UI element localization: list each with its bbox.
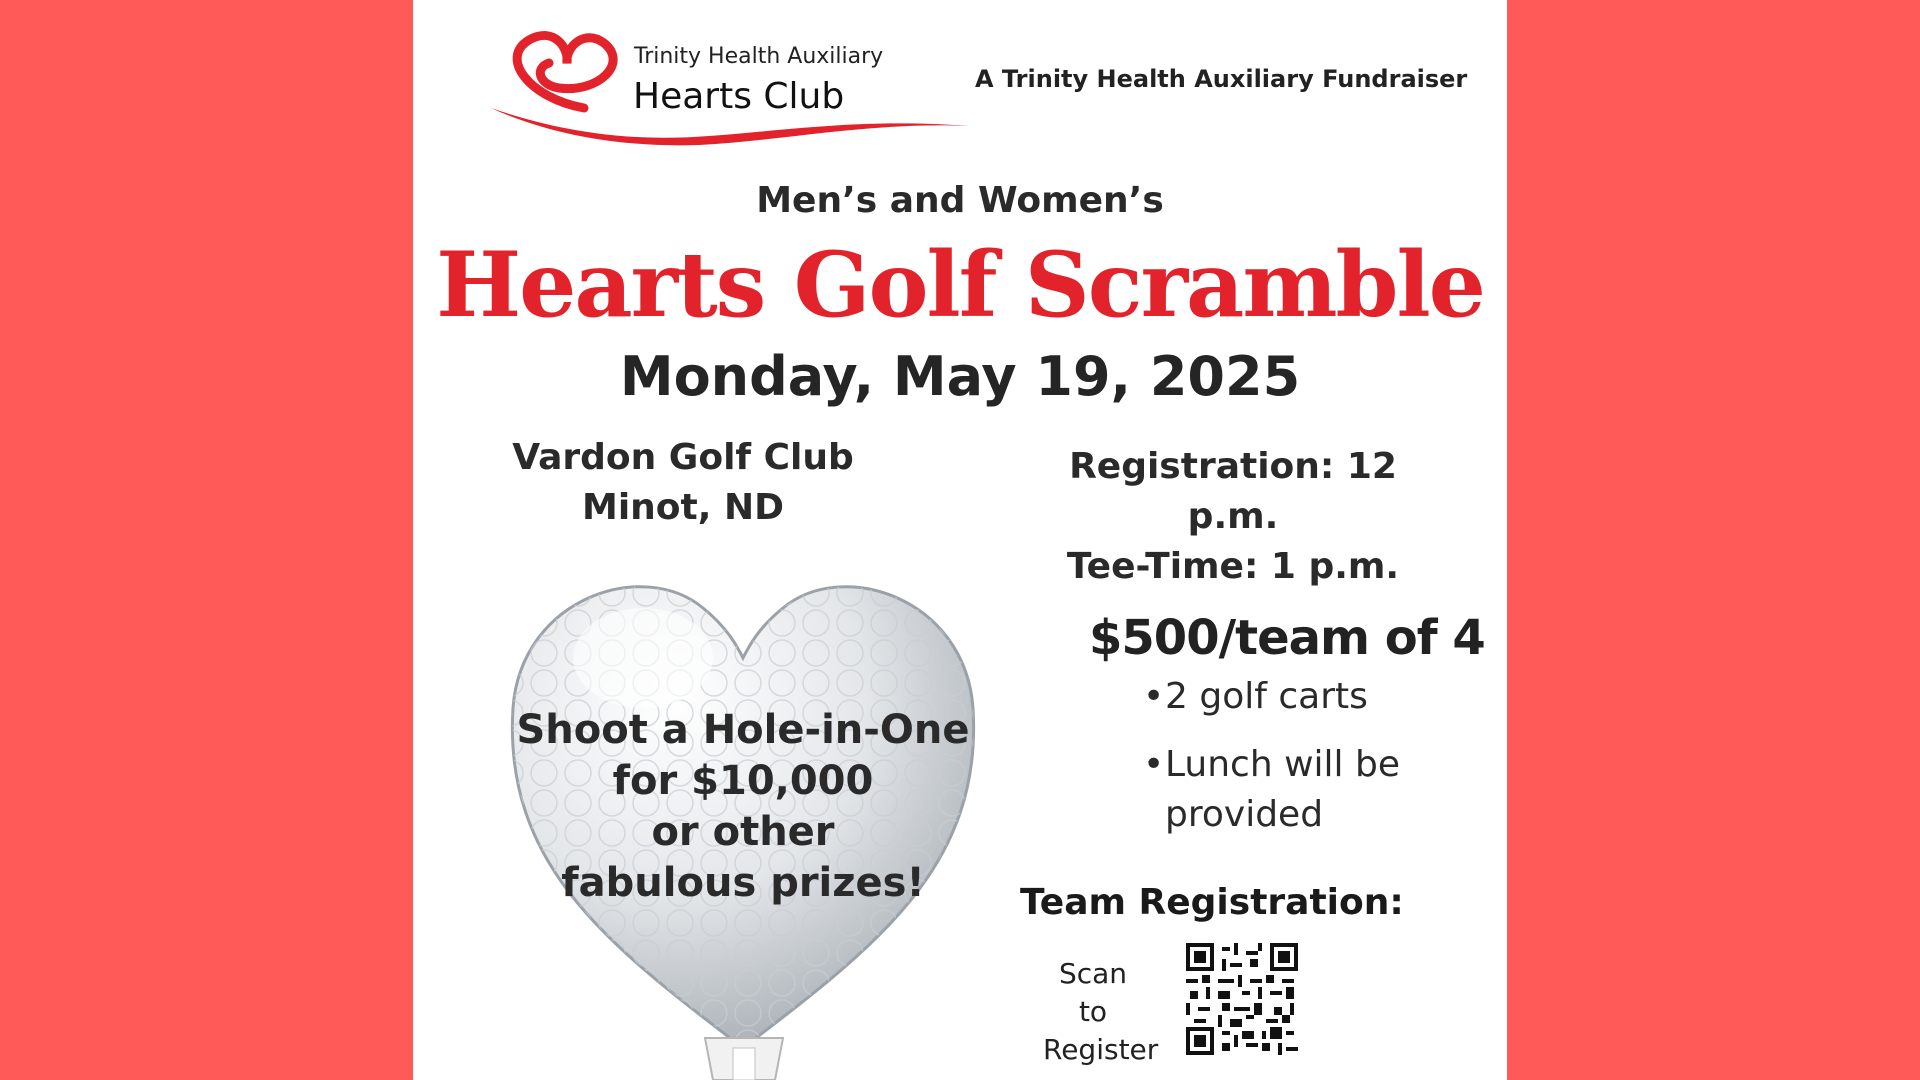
tee-time: Tee-Time: 1 p.m. xyxy=(1066,546,1400,587)
registration-time: Registration: 12 p.m. xyxy=(1069,446,1397,537)
logo-org-line: Trinity Health Auxiliary xyxy=(634,44,884,69)
event-subtitle: Men’s and Women’s xyxy=(756,180,1164,221)
event-title: Hearts Golf Scramble xyxy=(436,232,1484,338)
prize-line-4: fabulous prizes! xyxy=(561,860,925,906)
event-date: Monday, May 19, 2025 xyxy=(619,345,1301,408)
team-registration-heading: Team Registration: xyxy=(1020,882,1404,923)
venue-block xyxy=(493,433,873,533)
prize-text xyxy=(508,705,978,909)
prize-line-1: Shoot a Hole-in-One xyxy=(516,707,970,753)
feature-list xyxy=(1143,672,1415,858)
qr-code-icon[interactable] xyxy=(1186,943,1298,1055)
feature-item: • 2 golf carts xyxy=(1143,672,1415,722)
event-flyer xyxy=(413,0,1507,1080)
schedule-block xyxy=(1033,442,1433,592)
team-price: $500/team of 4 xyxy=(1089,610,1485,666)
prize-line-2: for $10,000 xyxy=(612,758,874,804)
scan-to-register-label xyxy=(1043,955,1159,1069)
venue-name: Vardon Golf Club xyxy=(512,437,854,478)
scan-line-2: Register xyxy=(1043,1033,1159,1066)
feature-item: • Lunch will be provided xyxy=(1143,740,1415,840)
fundraiser-note: A Trinity Health Auxiliary Fundraiser xyxy=(975,65,1468,93)
logo-club-name: Hearts Club xyxy=(633,76,845,117)
venue-city: Minot, ND xyxy=(582,487,784,528)
prize-line-3: or other xyxy=(651,809,835,855)
scan-line-1: Scan to xyxy=(1058,957,1128,1028)
